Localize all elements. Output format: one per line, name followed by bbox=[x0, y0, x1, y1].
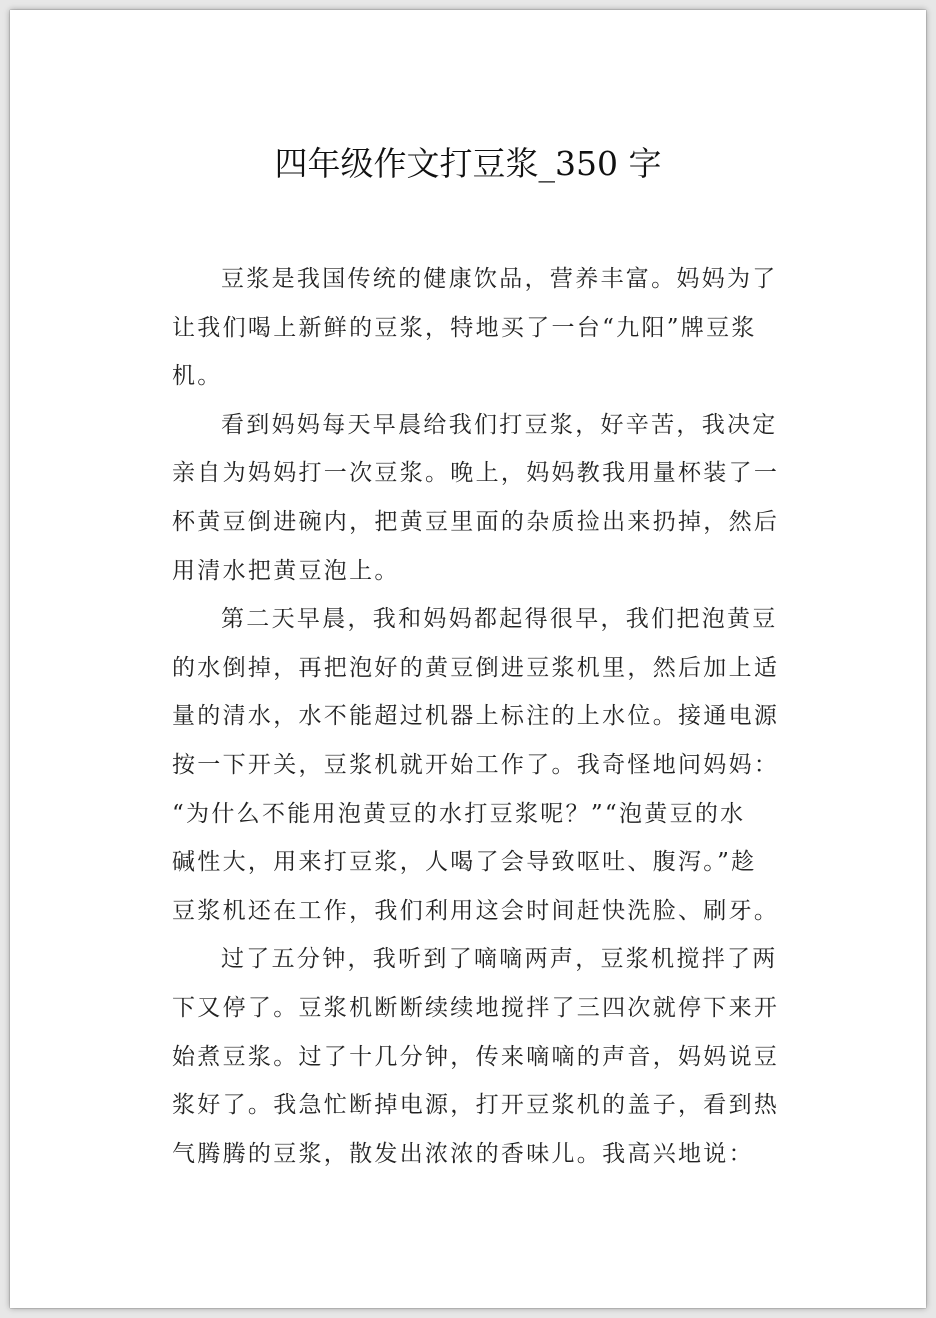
text-line: 气腾腾的豆浆，散发出浓浓的香味儿。我高兴地说： bbox=[172, 1140, 754, 1167]
text-line: 过了五分钟，我听到了嘀嘀两声，豆浆机搅拌了两 bbox=[221, 946, 778, 973]
paragraph-3 bbox=[172, 595, 780, 935]
text-line: 豆浆是我国传统的健康饮品，营养丰富。妈妈为了 bbox=[221, 266, 778, 292]
document-body bbox=[172, 255, 780, 1178]
text-line: 用清水把黄豆泡上。 bbox=[172, 557, 400, 584]
paragraph-1 bbox=[172, 255, 778, 401]
text-line: 让我们喝上新鲜的豆浆，特地买了一台“九阳”牌豆浆 bbox=[172, 314, 757, 341]
paragraph-4 bbox=[172, 935, 780, 1178]
text-line: 按一下开关，豆浆机就开始工作了。我奇怪地问妈妈： bbox=[172, 751, 780, 778]
text-line: 下又停了。豆浆机断断续续地搅拌了三四次就停下来开 bbox=[172, 994, 780, 1021]
text-line: “为什么不能用泡黄豆的水打豆浆呢？”“泡黄豆的水 bbox=[172, 800, 746, 827]
document-page bbox=[10, 10, 926, 1308]
text-line: 第二天早晨，我和妈妈都起得很早，我们把泡黄豆 bbox=[221, 606, 778, 633]
text-line: 始煮豆浆。过了十几分钟，传来嘀嘀的声音，妈妈说豆 bbox=[172, 1043, 780, 1070]
text-line: 量的清水，水不能超过机器上标注的上水位。接通电源 bbox=[172, 703, 780, 730]
text-line: 亲自为妈妈打一次豆浆。晚上，妈妈教我用量杯装了一 bbox=[172, 460, 780, 487]
text-line: 看到妈妈每天早晨给我们打豆浆，好辛苦，我决定 bbox=[221, 411, 778, 438]
text-line: 的水倒掉，再把泡好的黄豆倒进豆浆机里，然后加上适 bbox=[172, 654, 780, 681]
document-title: 四年级作文打豆浆_350 字 bbox=[274, 144, 662, 183]
paragraph-2 bbox=[172, 401, 780, 595]
text-line: 杯黄豆倒进碗内，把黄豆里面的杂质捡出来扔掉，然后 bbox=[172, 508, 780, 535]
text-line: 机。 bbox=[172, 363, 223, 390]
text-line: 浆好了。我急忙断掉电源，打开豆浆机的盖子，看到热 bbox=[172, 1092, 780, 1119]
text-line: 碱性大，用来打豆浆，人喝了会导致呕吐、腹泻。”趁 bbox=[172, 849, 757, 876]
text-line: 豆浆机还在工作，我们利用这会时间赶快洗脸、刷牙。 bbox=[172, 897, 780, 924]
